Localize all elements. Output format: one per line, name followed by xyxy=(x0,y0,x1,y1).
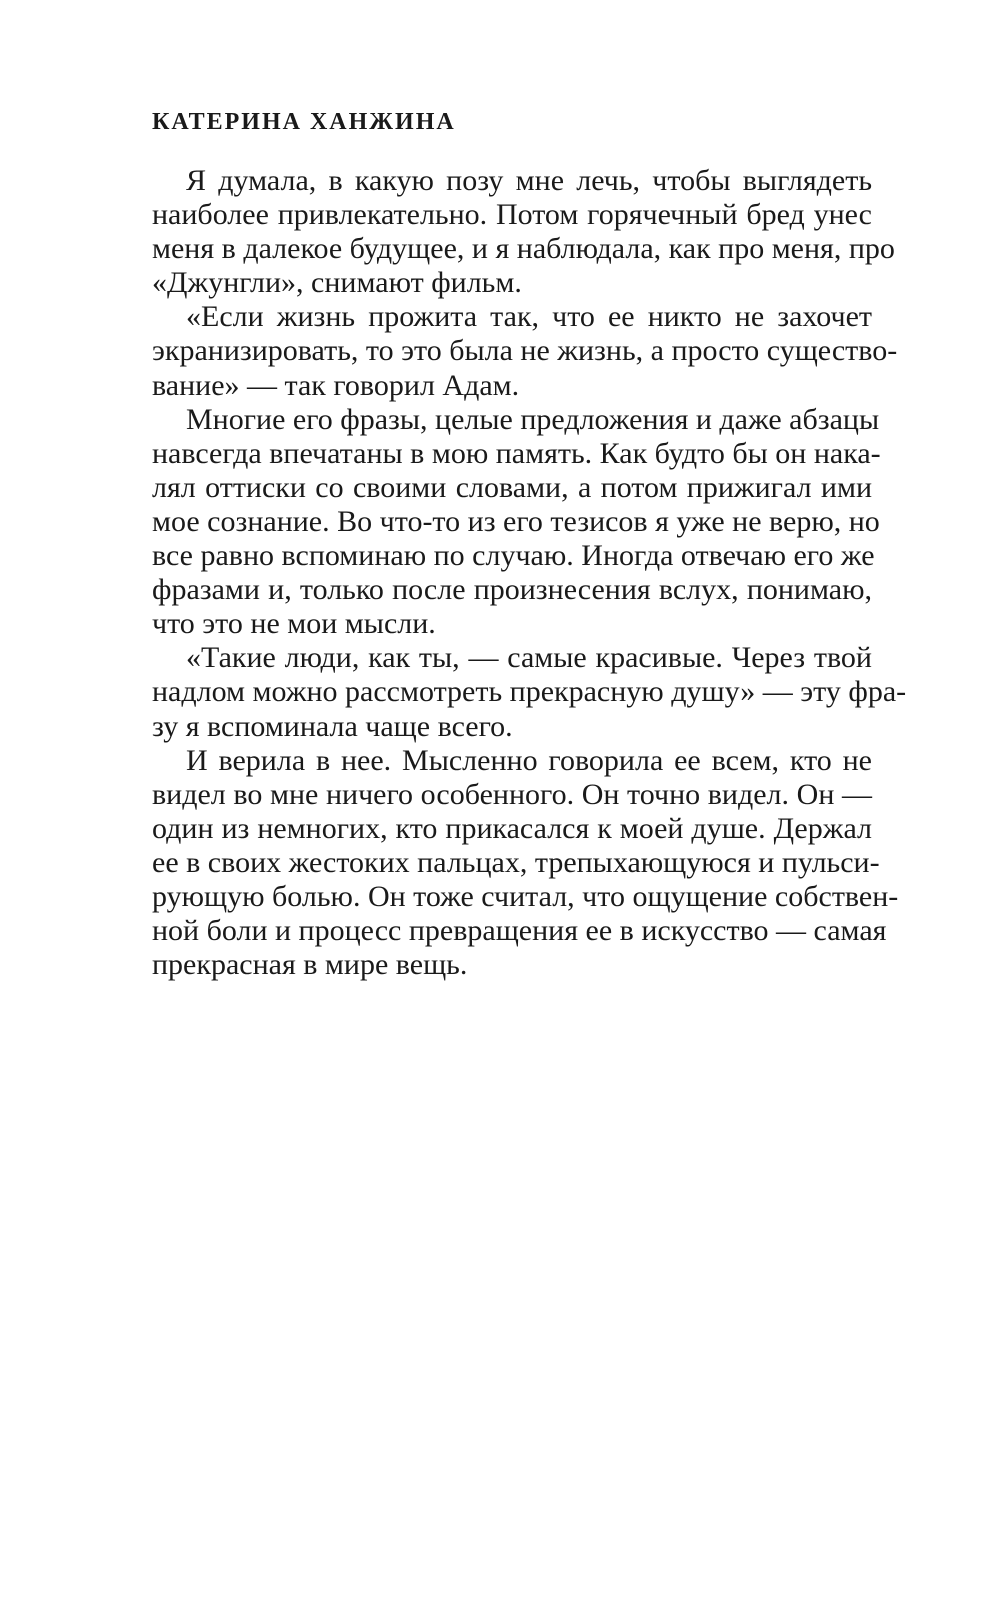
text-line: вание» — так говорил Адам. xyxy=(152,368,520,402)
text-line: «Такие люди, как ты, — самые красивые. Через твой xyxy=(186,641,872,675)
text-line: лял оттиски со своими словами, а потом прижигал ими xyxy=(152,470,872,504)
paragraph xyxy=(152,164,895,300)
text-line: экранизировать, то это была не жизнь, а просто существо- xyxy=(152,334,898,368)
text-line: все равно вспоминаю по случаю. Иногда отвечаю его же xyxy=(152,539,875,573)
text-line: навсегда впечатаны в мою память. Как будто бы он нака- xyxy=(152,436,881,470)
text-line: «Если жизнь прожита так, что ее никто не захочет xyxy=(186,300,872,334)
text-line: рующую болью. Он тоже считал, что ощущение собствен- xyxy=(152,879,899,913)
body-text xyxy=(152,164,907,982)
text-line: ной боли и процесс превращения ее в искусство — самая xyxy=(152,914,887,948)
text-line: зу я вспоминала чаще всего. xyxy=(152,709,513,743)
text-line: видел во мне ничего особенного. Он точно видел. Он — xyxy=(152,777,872,811)
text-line: мое сознание. Во что-то из его тезисов я уже не верю, но xyxy=(152,504,880,538)
paragraph xyxy=(152,743,899,983)
text-line: ее в своих жестоких пальцах, трепыхающуюся и пульси- xyxy=(152,845,880,879)
paragraph xyxy=(152,641,907,743)
text-line: И верила в нее. Мысленно говорила ее всем, кто не xyxy=(186,743,872,777)
paragraph xyxy=(152,300,898,402)
text-line: меня в далекое будущее, и я наблюдала, как про меня, про xyxy=(152,232,895,266)
text-line: один из немногих, кто прикасался к моей душе. Держал xyxy=(152,811,872,845)
text-line: прекрасная в мире вещь. xyxy=(152,948,468,982)
text-line: «Джунгли», снимают фильм. xyxy=(152,266,522,300)
text-line: надлом можно рассмотреть прекрасную душу» — эту фра- xyxy=(152,675,907,709)
running-head-author: КАТЕРИНА ХАНЖИНА xyxy=(152,109,456,135)
text-line: Многие его фразы, целые предложения и даже абзацы xyxy=(186,402,880,436)
text-line: наиболее привлекательно. Потом горячечный бред унес xyxy=(152,198,872,232)
text-line: фразами и, только после произнесения вслух, понимаю, xyxy=(152,573,872,607)
text-line: что это не мои мысли. xyxy=(152,607,436,641)
text-line: Я думала, в какую позу мне лечь, чтобы выглядеть xyxy=(186,164,872,197)
paragraph xyxy=(152,402,881,642)
